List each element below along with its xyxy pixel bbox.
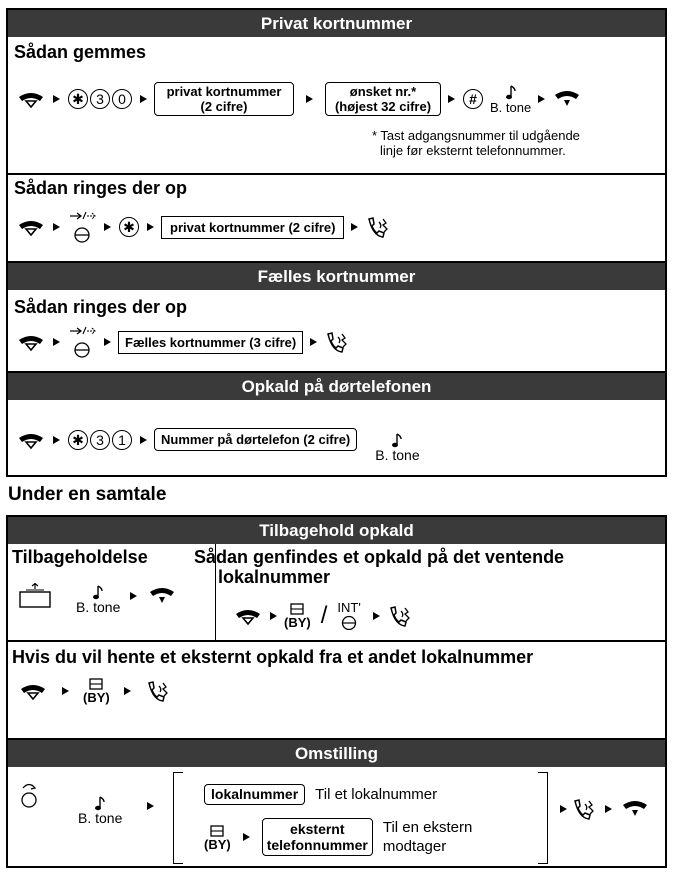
door-section (6, 373, 667, 477)
hold-left-heading: Tilbageholdelse (12, 547, 148, 567)
privat-store-heading: Sådan gemmes (14, 42, 147, 62)
key-1: 1 (112, 430, 132, 450)
arrow-icon (243, 833, 250, 841)
transfer-external-row (204, 818, 472, 856)
by-button-icon (287, 602, 307, 616)
jog-dial-icon (67, 325, 97, 359)
door-number-box: Nummer på dørtelefon (2 cifre) (154, 428, 357, 451)
privat-number-box-line2: (2 cifre) (200, 99, 248, 114)
faelles-dial-heading: Sådan ringes der op (14, 297, 188, 317)
hold-right-heading-line2: lokalnummer (218, 567, 331, 587)
privat-dial-heading: Sådan ringes der op (14, 178, 188, 198)
offhook-icon (16, 216, 46, 238)
desired-number-box (325, 82, 441, 116)
privat-dial-row (16, 210, 391, 244)
faelles-dial-row (16, 325, 350, 359)
intercom-button-icon (339, 614, 359, 630)
btone-label: B. tone (490, 99, 532, 115)
offhook-icon (18, 680, 48, 702)
talk-icon (145, 680, 171, 702)
offhook-icon (16, 429, 46, 451)
hold-right-row (233, 601, 413, 630)
hold-right-heading-line1: Sådan genfindes et opkald på det ventende (194, 547, 565, 567)
by-button (204, 824, 231, 851)
arrow-icon (104, 223, 111, 231)
arrow-icon (53, 95, 60, 103)
hold-title: Tilbagehold opkald (8, 517, 665, 544)
privat-store-row (16, 82, 582, 116)
faelles-section (6, 263, 667, 373)
btone-label: B. tone (375, 447, 420, 463)
onhook-icon (147, 585, 177, 607)
arrow-icon (538, 95, 545, 103)
by-button (83, 677, 110, 704)
external-label-line2: modtager (382, 838, 447, 855)
arrow-icon (140, 95, 147, 103)
btone-group (78, 796, 122, 825)
desired-number-box-line2: (højest 32 cifre) (334, 99, 432, 114)
bracket-right (538, 772, 548, 864)
talk-icon (387, 605, 413, 627)
offhook-icon (16, 331, 46, 353)
arrow-icon (373, 612, 380, 620)
external-number-box-line1: eksternt (290, 821, 345, 837)
arrow-icon (270, 612, 277, 620)
key-star: ✱ (119, 217, 139, 237)
arrow-icon (560, 805, 567, 813)
key-hash: # (463, 89, 483, 109)
onhook-icon (620, 798, 650, 820)
external-label-line1: Til en ekstern (382, 819, 473, 836)
hold-button-icon (18, 583, 52, 609)
arrow-icon (351, 223, 358, 231)
arrow-icon (53, 338, 60, 346)
onhook-icon (552, 88, 582, 110)
arrow-icon (124, 687, 131, 695)
btone-label: B. tone (78, 810, 123, 826)
by-button-icon (207, 824, 227, 838)
by-label: (BY) (83, 690, 110, 705)
external-label (383, 818, 472, 856)
faelles-title: Fælles kortnummer (8, 263, 665, 290)
flash-button-icon (18, 780, 40, 810)
offhook-icon (233, 605, 263, 627)
music-note-icon (505, 85, 517, 101)
arrow-icon (62, 687, 69, 695)
transfer-left-row (18, 780, 40, 810)
privat-section (6, 8, 667, 263)
key-star: ✱ (68, 430, 88, 450)
arrow-icon (147, 223, 154, 231)
transfer-right-row (556, 798, 650, 820)
transfer-local-row (204, 784, 437, 805)
desired-number-box-line1: ønsket nr.* (349, 84, 417, 99)
talk-icon (365, 216, 391, 238)
arrow-icon (147, 802, 154, 810)
by-button (284, 602, 311, 629)
arrow-icon (605, 805, 612, 813)
talk-icon (571, 798, 597, 820)
slash: / (320, 601, 328, 629)
divider (8, 640, 665, 642)
arrow-icon (140, 436, 147, 444)
hold-external-row (18, 677, 171, 704)
btone-group (490, 85, 531, 114)
arrow-icon (306, 95, 313, 103)
talk-icon (324, 331, 350, 353)
key-3: 3 (90, 430, 110, 450)
jog-dial-icon (67, 210, 97, 244)
transfer-section (6, 740, 667, 868)
arrow-icon (448, 95, 455, 103)
by-button-icon (86, 677, 106, 691)
local-number-label: Til et lokalnummer (315, 786, 438, 803)
arrow-icon (53, 436, 60, 444)
hold-section (6, 515, 667, 740)
privat-note-line1: * Tast adgangsnummer til udgående (372, 128, 580, 143)
arrow-icon (310, 338, 317, 346)
faelles-number-box: Fælles kortnummer (3 cifre) (118, 331, 303, 354)
hold-external-heading: Hvis du vil hente et eksternt opkald fra et andet lokalnummer (12, 647, 534, 667)
key-0: 0 (112, 89, 132, 109)
key-star: ✱ (68, 89, 88, 109)
external-number-box (262, 818, 373, 856)
arrow-icon (104, 338, 111, 346)
privat-title: Privat kortnummer (8, 10, 665, 37)
hold-left-row (18, 577, 177, 614)
during-call-heading: Under en samtale (8, 484, 167, 505)
int-label: INT' (337, 600, 361, 615)
door-row (16, 417, 420, 462)
transfer-title: Omstilling (8, 740, 665, 767)
privat-number-box-line1: privat kortnummer (166, 84, 282, 99)
privat-number-box (154, 82, 294, 116)
by-label: (BY) (284, 615, 311, 630)
bracket-left (173, 772, 183, 864)
privat-number-box-inline: privat kortnummer (2 cifre) (161, 216, 344, 239)
door-title: Opkald på dørtelefonen (8, 373, 665, 400)
privat-note-line2: linje før eksternt telefonnummer. (380, 143, 566, 158)
divider (8, 173, 665, 175)
btone-group (76, 585, 120, 614)
btone-group (375, 433, 419, 462)
int-button (337, 601, 360, 630)
external-number-box-line2: telefonnummer (266, 837, 368, 853)
privat-note (372, 128, 580, 158)
local-number-box: lokalnummer (204, 784, 305, 805)
arrow-icon (53, 223, 60, 231)
by-label: (BY) (204, 836, 231, 852)
hold-right-heading (194, 547, 564, 587)
key-3: 3 (90, 89, 110, 109)
btone-label: B. tone (76, 599, 121, 615)
offhook-icon (16, 88, 46, 110)
arrow-icon (130, 592, 137, 600)
